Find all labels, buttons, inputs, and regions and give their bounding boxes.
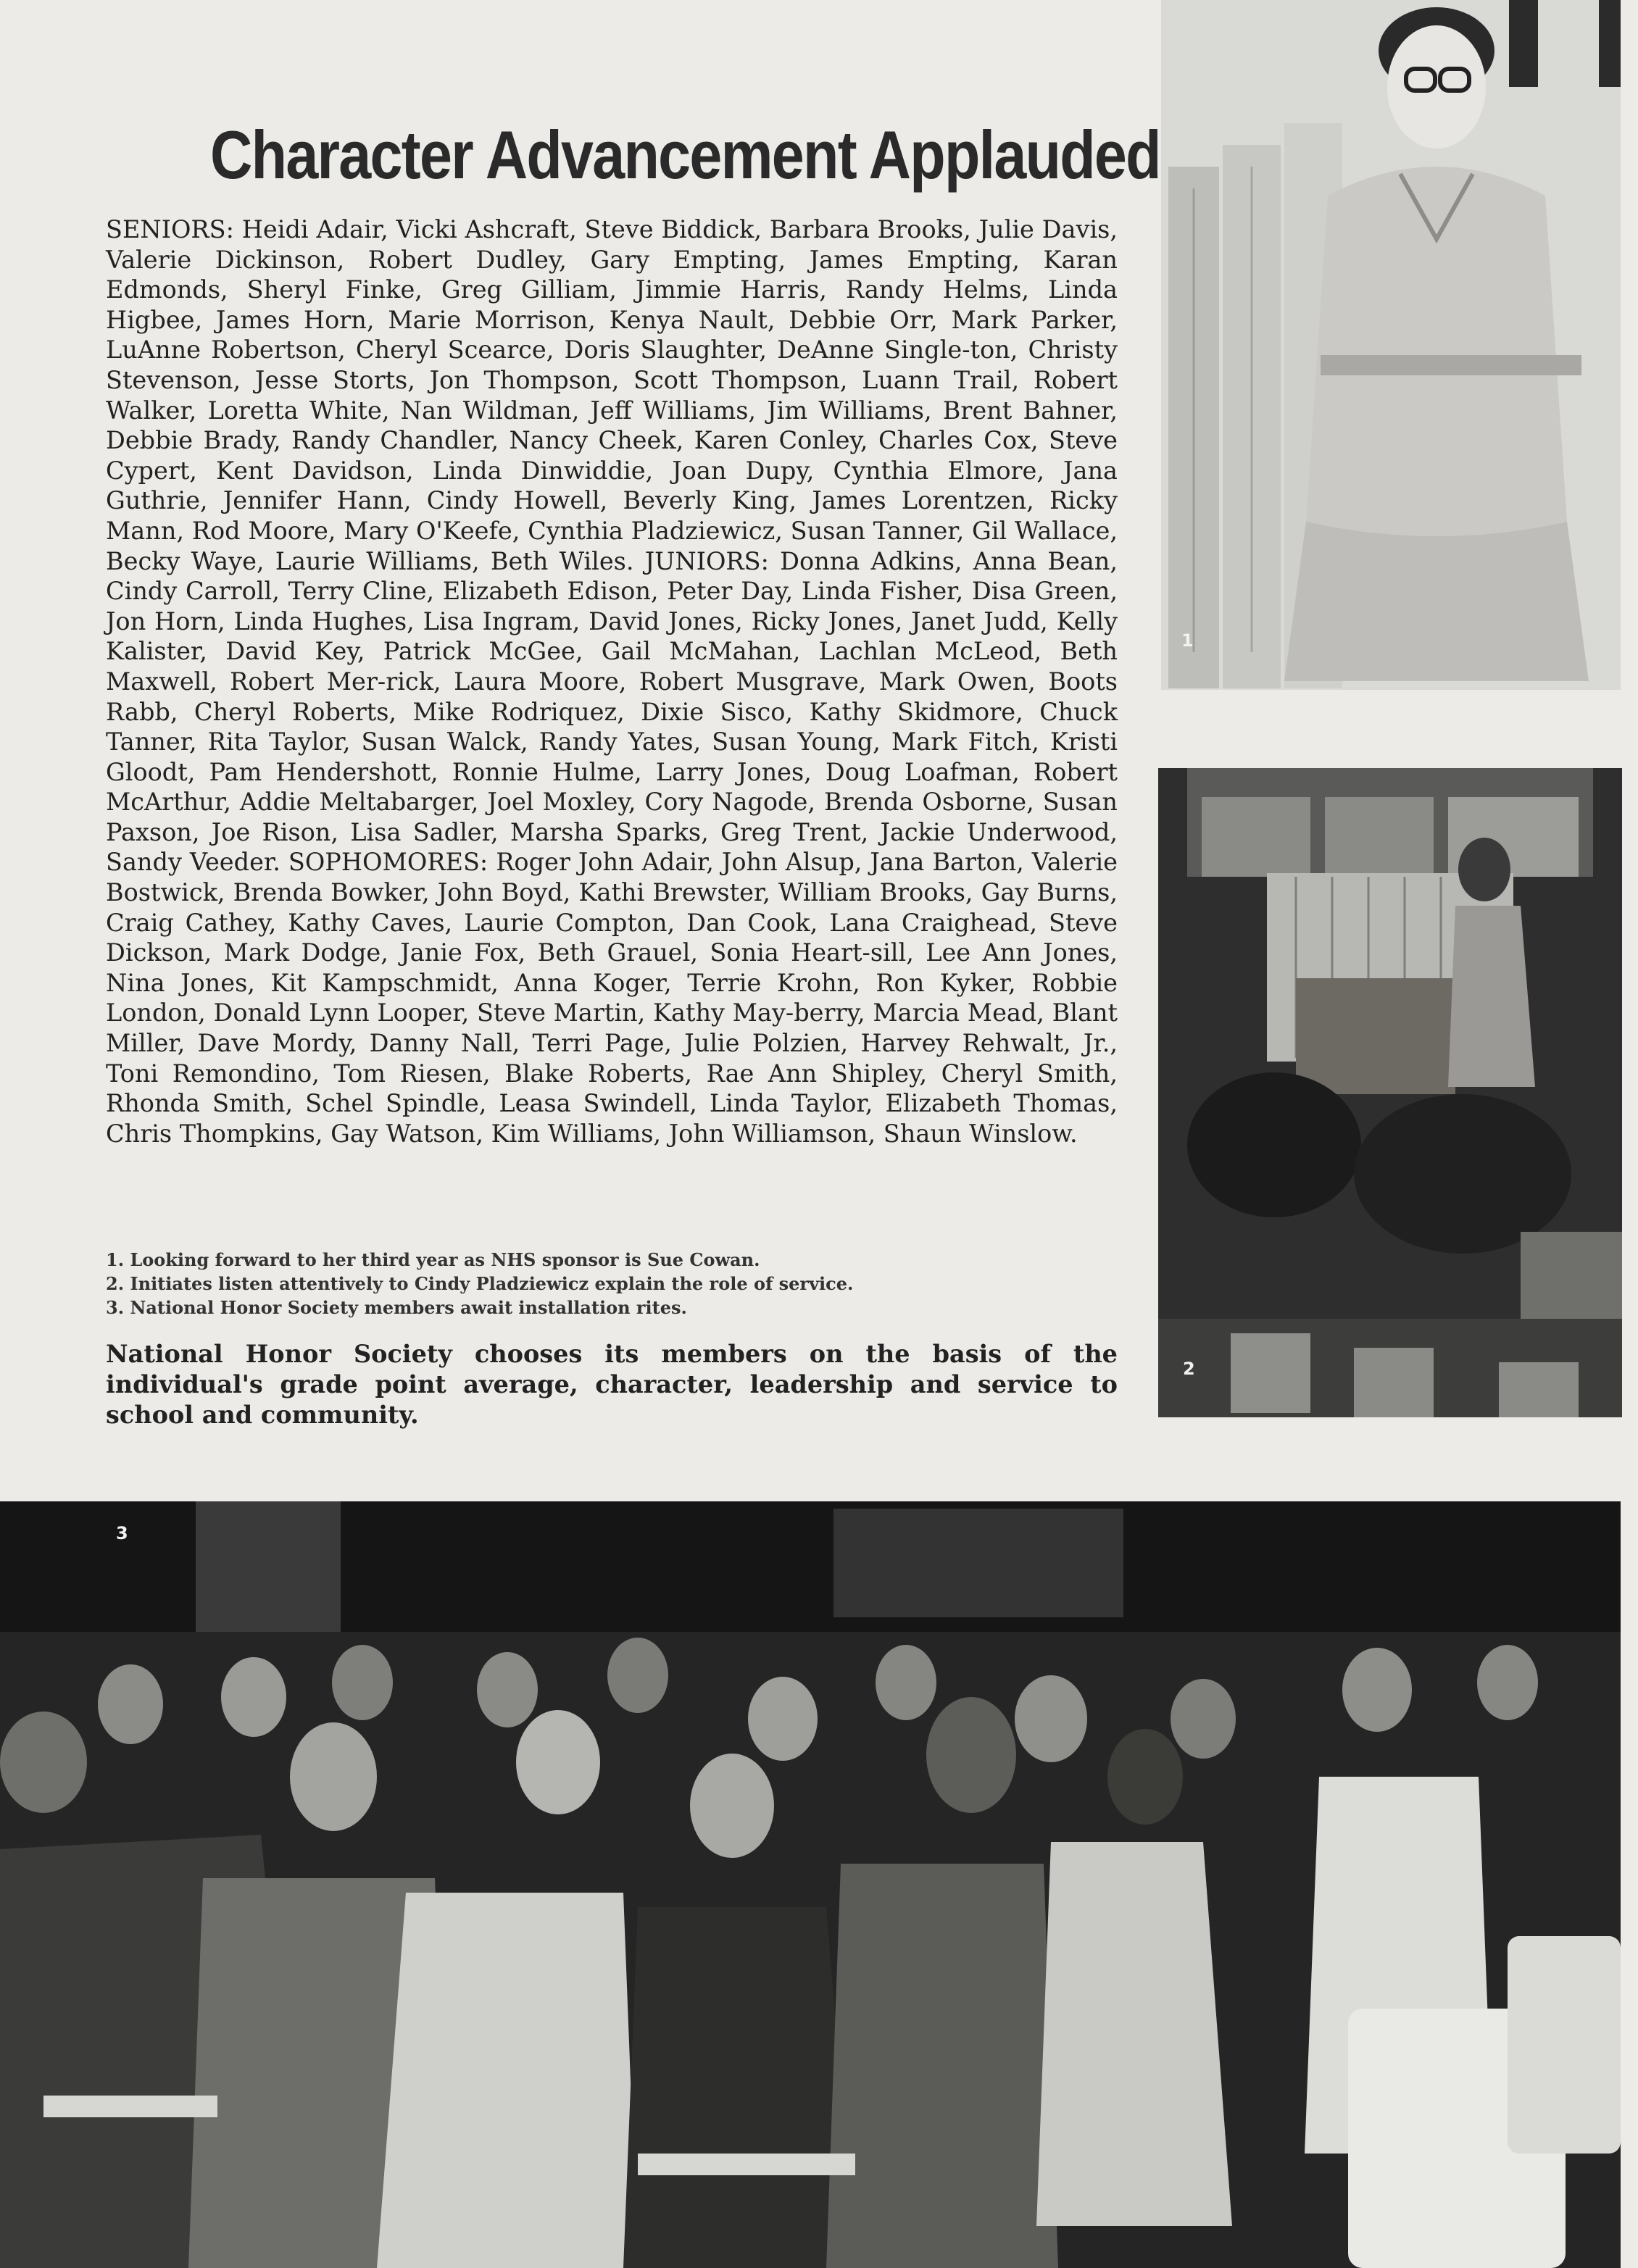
caption-2: 2. Initiates listen attentively to Cindy Pladziewicz explain the role of service.: [106, 1273, 854, 1294]
sponsor-illustration: [1161, 0, 1621, 690]
photo-members-audience: [0, 1501, 1621, 2268]
photo-sponsor-portrait: [1161, 0, 1621, 690]
sophomores-list: Roger John Adair, John Alsup, Jana Barton, Valerie Bostwick, Brenda Bowker, John Boyd, Kathi Brewster, William Brooks, Gay Burns, Craig Cathey, Kathy Caves, Laurie Compton, Dan Cook, Lana Craighead, Steve Dickson, Mark Dodge, Janie Fox, Beth Grauel, Sonia Heart-sill, Lee Ann Jones, Nina Jones, Kit Kampschmidt, Anna Koger, Terrie Krohn, Ron Kyker, Robbie London, Donald Lynn Looper, Steve Martin, Kathy May-berry, Marcia Mead, Blant Miller, Dave Mordy, Danny Nall, Terri Page, Julie Polzien, Harvey Rehwalt, Jr., Toni Remondino, Tom Riesen, Blake Roberts, Rae Ann Shipley, Cheryl Smith, Rhonda Smith, Schel Spindle, Leasa Swindell, Linda Taylor, Elizabeth Thomas, Chris Thompkins, Gay Watson, Kim Williams, John Williamson, Shaun Winslow.: [106, 848, 1118, 1148]
juniors-list: Donna Adkins, Anna Bean, Cindy Carroll, Terry Cline, Elizabeth Edison, Peter Day, Linda Fisher, Disa Green, Jon Horn, Linda Hughes, Lisa Ingram, David Jones, Ricky Jones, Janet Judd, Kelly Kalister, David Key, Patrick McGee, Gail McMahan, Lachlan McLeod, Beth Maxwell, Robert Mer-rick, Laura Moore, Robert Musgrave, Mark Owen, Boots Rabb, Cheryl Roberts, Mike Rodriquez, Dixie Sisco, Kathy Skidmore, Chuck Tanner, Rita Taylor, Susan Walck, Randy Yates, Susan Young, Mark Fitch, Kristi Gloodt, Pam Hendershott, Ronnie Hulme, Larry Jones, Doug Loafman, Robert McArthur, Addie Meltabarger, Joel Moxley, Cory Nagode, Brenda Osborne, Susan Paxson, Joe Rison, Lisa Sadler, Marsha Sparks, Greg Trent, Jackie Underwood, Sandy Veeder.: [106, 546, 1118, 877]
seniors-label: SENIORS:: [106, 215, 234, 243]
caption-1: 1. Looking forward to her third year as NHS sponsor is Sue Cowan.: [106, 1249, 760, 1270]
sophomores-label: SOPHOMORES:: [288, 848, 489, 877]
page-title: Character Advancement Applauded: [210, 117, 1160, 193]
photo-2-number: 2: [1183, 1359, 1195, 1379]
photo-captions: [106, 1248, 1121, 1319]
photo-1-number: 1: [1181, 630, 1194, 651]
photo-initiates-listening: [1158, 768, 1622, 1417]
member-roster: [106, 214, 1118, 1148]
caption-3: 3. National Honor Society members await installation rites.: [106, 1297, 687, 1318]
initiates-illustration: [1158, 768, 1622, 1417]
photo-3-number: 3: [116, 1523, 128, 1543]
seniors-list: Heidi Adair, Vicki Ashcraft, Steve Biddick, Barbara Brooks, Julie Davis, Valerie Dickinson, Robert Dudley, Gary Empting, James Empting, Karan Edmonds, Sheryl Finke, Greg Gilliam, Jimmie Harris, Randy Helms, Linda Higbee, James Horn, Marie Morrison, Kenya Nault, Debbie Orr, Mark Parker, LuAnne Robertson, Cheryl Scearce, Doris Slaughter, DeAnne Single-ton, Christy Stevenson, Jesse Storts, Jon Thompson, Scott Thompson, Luann Trail, Robert Walker, Loretta White, Nan Wildman, Jeff Williams, Jim Williams, Brent Bahner, Debbie Brady, Randy Chandler, Nancy Cheek, Karen Conley, Charles Cox, Steve Cypert, Kent Davidson, Linda Dinwiddie, Joan Dupy, Cynthia Elmore, Jana Guthrie, Jennifer Hann, Cindy Howell, Beverly King, James Lorentzen, Ricky Mann, Rod Moore, Mary O'Keefe, Cynthia Pladziewicz, Susan Tanner, Gil Wallace, Becky Waye, Laurie Williams, Beth Wiles.: [106, 215, 1118, 575]
audience-illustration: [0, 1501, 1621, 2268]
juniors-label: JUNIORS:: [644, 546, 769, 575]
nhs-description: National Honor Society chooses its members on the basis of the individual's grade point average, character, leadership and service to school and community.: [106, 1340, 1118, 1429]
